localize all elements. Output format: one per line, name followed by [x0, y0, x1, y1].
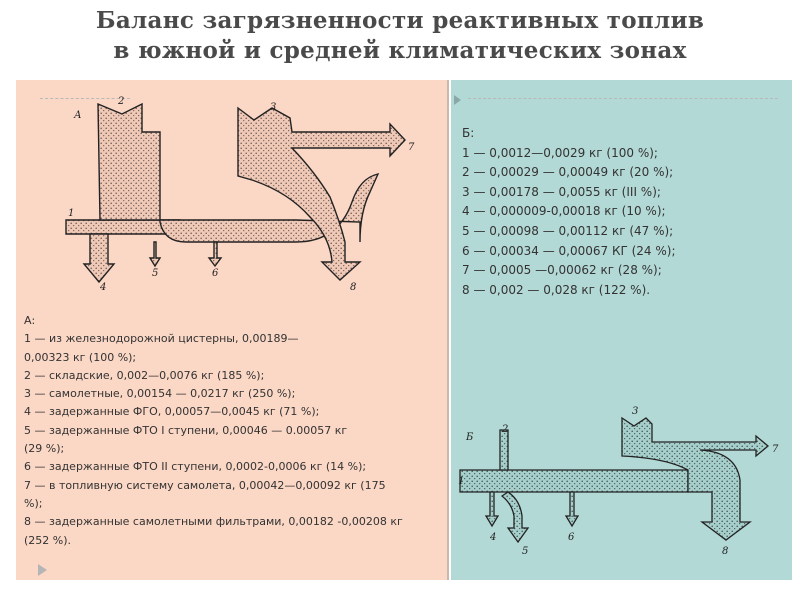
legend-a — [24, 312, 403, 550]
diagram-b-label-8: 8 — [722, 546, 729, 557]
legend-a-line: 4 — задержанные ФГО, 0,00057—0,0045 кг (71 %); — [24, 405, 320, 419]
legend-b-line: 1 — 0,0012—0,0029 кг (100 %); — [462, 145, 658, 160]
flow-b-4 — [486, 492, 498, 526]
sankey-diagram-a — [60, 92, 430, 292]
diagram-b-label-1: 1 — [458, 476, 465, 487]
legend-b-heading: Б: — [462, 126, 475, 140]
diagram-a-label-6: 6 — [212, 268, 219, 279]
legend-a-line: 8 — задержанные самолетными фильтрами, 0,00182 -0,00208 кг — [24, 515, 403, 529]
diagram-b-label-2: 2 — [502, 424, 509, 435]
legend-b-line: 5 — 0,00098 — 0,00112 кг (47 %); — [462, 223, 674, 238]
diagram-a-label-5: 5 — [152, 268, 159, 279]
legend-b-line: 7 — 0,0005 —0,00062 кг (28 %); — [462, 263, 662, 278]
legend-b-line: 3 — 0,00178 — 0,0055 кг (III %); — [462, 184, 661, 199]
diagram-b-label-4: 4 — [490, 532, 497, 543]
flow-b-1 — [460, 470, 688, 492]
diagram-a-label-1: 1 — [68, 208, 75, 219]
divider-b — [468, 98, 778, 99]
legend-a-line: 3 — самолетные, 0,00154 — 0,0217 кг (250 %); — [24, 387, 296, 401]
diagram-a-letter: А — [74, 110, 82, 121]
legend-a-line: 0,00323 кг (100 %); — [24, 350, 137, 364]
legend-a-line: 7 — в топливную систему самолета, 0,00042—0,00092 кг (175 — [24, 478, 386, 492]
next-slide-arrow-icon[interactable] — [38, 564, 47, 576]
flow-a-4 — [84, 234, 114, 282]
legend-a-line: (252 %). — [24, 533, 72, 547]
legend-a-line: 6 — задержанные ФТО II ступени, 0,0002-0,0006 кг (14 %); — [24, 460, 367, 474]
legend-b-line: 6 — 0,00034 — 0,00067 КГ (24 %); — [462, 243, 676, 258]
diagram-a-label-3: 3 — [270, 102, 277, 113]
legend-a-line: %); — [24, 496, 43, 510]
diagram-b-label-7: 7 — [772, 444, 779, 455]
flow-b-5 — [502, 492, 528, 542]
diagram-a-label-8: 8 — [350, 282, 357, 292]
flow-a-6 — [209, 242, 221, 266]
bullet-arrow-icon — [454, 95, 461, 105]
diagram-b-letter: Б — [466, 432, 474, 443]
title-line-1: Баланс загрязненности реактивных топлив — [95, 7, 705, 34]
legend-a-line: 1 — из железнодорожной цистерны, 0,00189— — [24, 332, 299, 346]
legend-b — [462, 124, 676, 300]
legend-b-line: 4 — 0,000009-0,00018 кг (10 %); — [462, 204, 666, 219]
legend-b-line: 8 — 0,002 — 0,028 кг (122 %). — [462, 282, 651, 297]
legend-a-heading: А: — [24, 314, 36, 327]
flow-b-6 — [566, 492, 578, 526]
legend-a-line: 5 — задержанные ФТО I ступени, 0,00046 — 0.00057 кг — [24, 423, 348, 437]
legend-a-line: 2 — складские, 0,002—0,0076 кг (185 %); — [24, 368, 265, 382]
sankey-diagram-b — [456, 400, 790, 560]
diagram-a-label-7: 7 — [408, 142, 415, 153]
title-line-2: в южной и средней климатических зонах — [113, 37, 687, 64]
flow-a-3 — [238, 108, 405, 280]
flow-a-5 — [150, 242, 160, 266]
diagram-a-label-2: 2 — [118, 96, 125, 107]
diagram-b-label-3: 3 — [632, 406, 639, 417]
slide-title — [0, 6, 800, 66]
diagram-b-label-6: 6 — [568, 532, 575, 543]
flow-b-2 — [500, 430, 508, 470]
diagram-b-label-5: 5 — [522, 546, 529, 557]
legend-a-line: (29 %); — [24, 442, 65, 456]
diagram-a-label-4: 4 — [100, 282, 107, 292]
legend-b-line: 2 — 0,00029 — 0,00049 кг (20 %); — [462, 165, 674, 180]
